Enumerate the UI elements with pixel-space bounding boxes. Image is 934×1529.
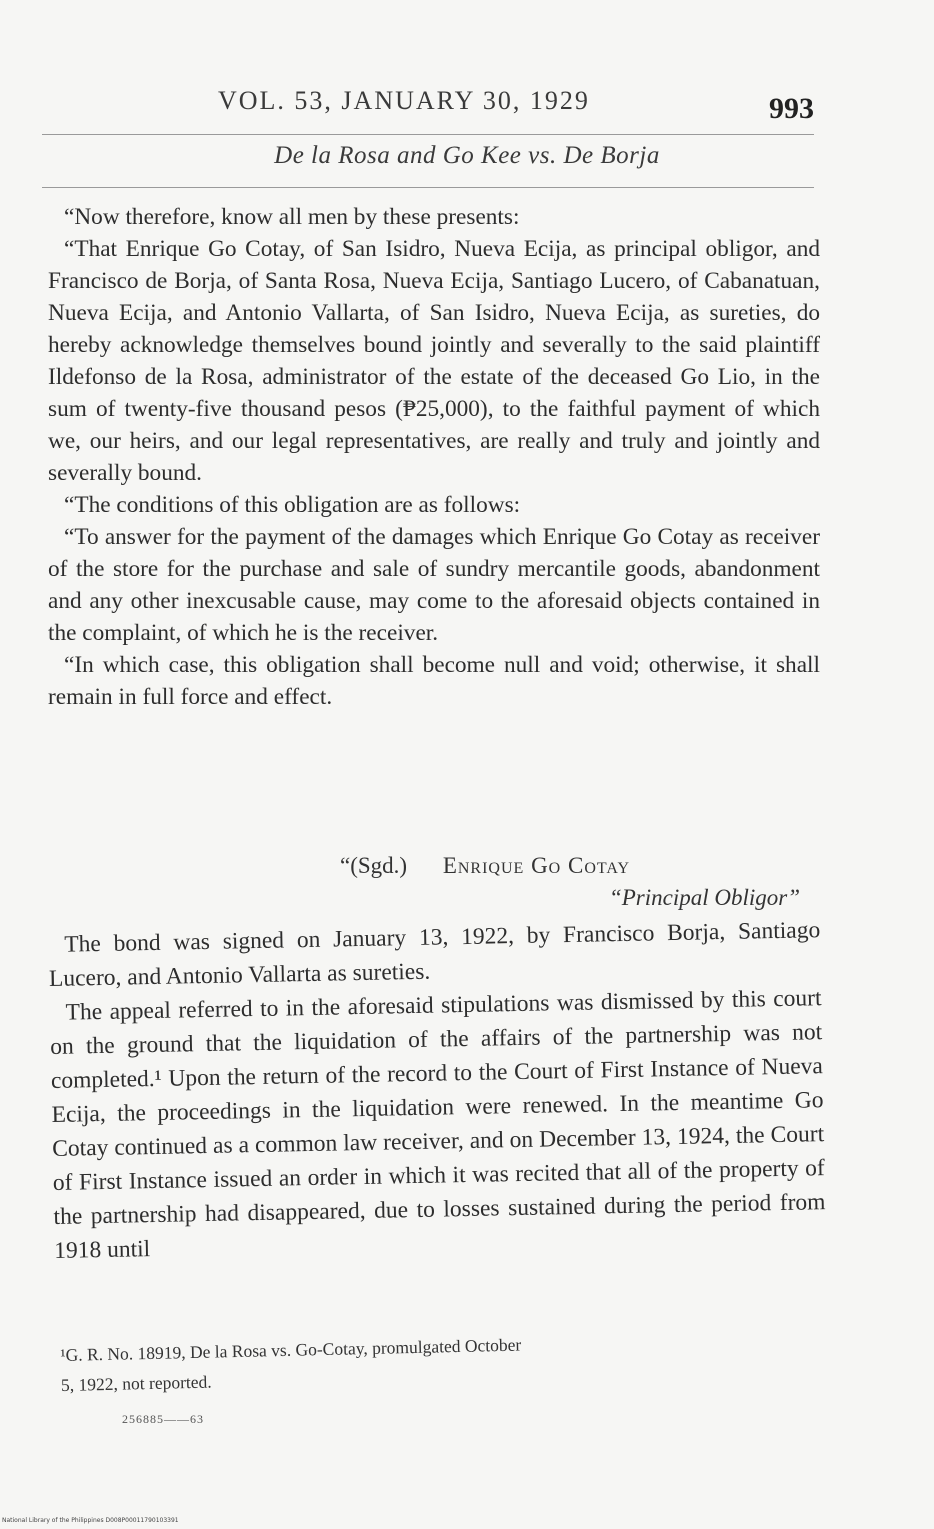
page-number: 993 [769, 92, 814, 125]
bond-paragraph-4: “To answer for the payment of the damages which Enrique Go Cotay as receiver of the store for the purchase and sale of sundry mercantile goods, abandonment and any other inexcusable cause, may come to the aforesaid objects contained in the complaint, of which he is the receiver. [48, 524, 820, 646]
library-stamp: National Library of the Philippines D008P00011790103391 [2, 1517, 179, 1524]
footnote-line-2: 5, 1922, not reported. [60, 1371, 212, 1395]
footnote [60, 1323, 831, 1400]
bond-paragraph-3: “The conditions of this obligation are as follows: [64, 492, 521, 518]
opinion-paragraph-2: The appeal referred to in the aforesaid stipulations was dismissed by this court on the ground that the liquidation of the affairs of the partnership was not completed.¹ Upon the return of the record to the Court of First Instance of Nueva Ecija, the proceedings in the liquidation were renewed. In the meantime Go Cotay continued as a common law receiver, and on December 13, 1924, the Court of First Instance issued an order in which it was recited that all of the property of the partnership had disappeared, due to losses sustained during the period from 1918 until [50, 985, 826, 1264]
bond-paragraph-5: “In which case, this obligation shall become null and void; otherwise, it shall remain in full force and effect. [48, 652, 820, 710]
bond-paragraph-1: “Now therefore, know all men by these presents: [64, 204, 520, 230]
running-title: VOL. 53, JANUARY 30, 1929 [218, 86, 590, 115]
header-rule-top [42, 134, 814, 135]
running-head [48, 86, 818, 126]
signature-line [340, 850, 810, 882]
footnote-line-1: ¹G. R. No. 18919, De la Rosa vs. Go-Cotay, promulgated October [60, 1334, 522, 1365]
signature-name: Enrique Go Cotay [442, 853, 631, 878]
opinion-paragraph-1: The bond was signed on January 13, 1922, by Francisco Borja, Santiago Lucero, and Antonio Vallarta as sureties. [48, 917, 821, 992]
header-rule-bottom [42, 187, 814, 188]
printer-mark: 256885——63 [122, 1412, 204, 1426]
signature-prefix: “(Sgd.) [340, 853, 408, 878]
signature-role: “Principal Obligor” [608, 885, 800, 910]
case-title: De la Rosa and Go Kee vs. De Borja [274, 142, 660, 169]
bond-text-block [48, 201, 820, 713]
signature-block [340, 850, 810, 914]
opinion-text-block [48, 913, 826, 1268]
bond-paragraph-2: “That Enrique Go Cotay, of San Isidro, Nueva Ecija, as principal obligor, and Francisco de Borja, of Santa Rosa, Nueva Ecija, Santiago Lucero, of Cabanatuan, Nueva Ecija, and Antonio Vallarta, of San Isidro, Nueva Ecija, as sureties, do hereby acknowledge themselves bound jointly and severally to the said plaintiff Ildefonso de la Rosa, administrator of the estate of the deceased Go Lio, in the sum of twenty-five thousand pesos (₱25,000), to the faithful payment of which we, our heirs, and our legal representatives, are really and truly and jointly and severally bound. [48, 236, 820, 486]
